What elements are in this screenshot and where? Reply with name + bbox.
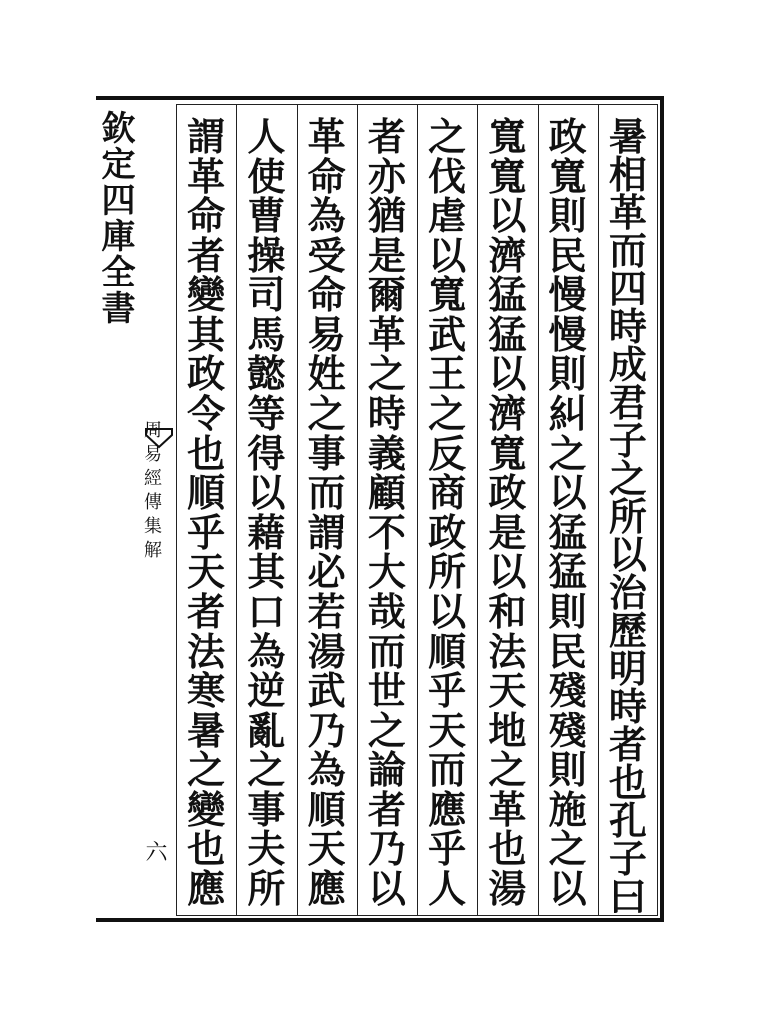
character: 施 [548, 786, 587, 832]
character: 之 [247, 747, 286, 793]
character: 令 [187, 391, 226, 437]
character: 馬 [247, 311, 286, 357]
character: 則 [548, 747, 587, 793]
character: 變 [187, 786, 226, 832]
character: 是 [488, 509, 527, 555]
character: 其 [187, 311, 226, 357]
character: 受 [307, 232, 346, 278]
character: 所 [608, 494, 647, 539]
character: 寬 [488, 153, 527, 199]
character: 操 [247, 232, 286, 278]
character: 反 [428, 430, 467, 476]
character: 為 [247, 628, 286, 674]
character: 子 [608, 418, 647, 463]
character: 政 [548, 114, 587, 159]
character: 猶 [367, 193, 406, 239]
character: 以 [608, 532, 647, 577]
character: 之 [307, 391, 346, 437]
character: 時 [367, 391, 406, 437]
character: 寬 [488, 430, 527, 476]
character: 也 [187, 826, 226, 872]
margin-page-number: 六 [142, 840, 167, 862]
character: 亂 [247, 707, 286, 753]
character: 君 [608, 380, 647, 425]
character: 法 [488, 628, 527, 674]
character: 歷 [608, 608, 647, 653]
character: 也 [608, 760, 647, 805]
character: 是 [367, 232, 406, 278]
character: 之 [608, 456, 647, 501]
character: 而 [307, 470, 346, 516]
character: 為 [307, 193, 346, 239]
character: 世 [367, 668, 406, 714]
character: 商 [428, 470, 467, 516]
character: 民 [548, 628, 587, 674]
character: 為 [307, 747, 346, 793]
character: 夫 [247, 826, 286, 872]
character: 伐 [428, 153, 467, 199]
character: 人 [247, 114, 286, 159]
page-margin [96, 100, 176, 920]
text-column [418, 114, 476, 911]
character: 事 [307, 430, 346, 476]
character: 司 [247, 272, 286, 318]
character: 事 [247, 786, 286, 832]
character: 必 [307, 549, 346, 595]
character: 而 [428, 747, 467, 793]
character: 則 [548, 588, 587, 634]
character: 四 [608, 266, 647, 311]
character: 地 [488, 707, 527, 753]
character: 者 [367, 114, 406, 159]
character: 之 [367, 351, 406, 397]
character: 以 [488, 351, 527, 397]
character: 藉 [247, 509, 286, 555]
character: 殘 [548, 668, 587, 714]
character: 乎 [428, 668, 467, 714]
character: 順 [187, 470, 226, 516]
character: 革 [187, 153, 226, 199]
character: 易 [307, 311, 346, 357]
character: 命 [307, 272, 346, 318]
margin-book-title: 周易經傳集解 [141, 420, 162, 564]
character: 武 [307, 668, 346, 714]
character: 相 [608, 152, 647, 197]
character: 湯 [307, 628, 346, 674]
character: 等 [247, 391, 286, 437]
character: 顧 [367, 470, 406, 516]
character: 政 [187, 351, 226, 397]
character: 暑 [187, 707, 226, 753]
character: 逆 [247, 668, 286, 714]
text-column [358, 114, 416, 911]
character: 寬 [548, 153, 587, 199]
character: 者 [608, 722, 647, 767]
character: 也 [187, 430, 226, 476]
character: 乎 [428, 826, 467, 872]
character: 以 [367, 865, 406, 911]
character: 謂 [187, 114, 226, 159]
character: 爾 [367, 272, 406, 318]
character: 順 [307, 786, 346, 832]
character: 得 [247, 430, 286, 476]
character: 之 [367, 707, 406, 753]
character: 法 [187, 628, 226, 674]
character: 姓 [307, 351, 346, 397]
character: 治 [608, 570, 647, 615]
character: 革 [488, 786, 527, 832]
character: 應 [428, 786, 467, 832]
character: 革 [367, 311, 406, 357]
character: 政 [488, 470, 527, 516]
character: 人 [428, 865, 467, 911]
character: 大 [367, 549, 406, 595]
character: 成 [608, 342, 647, 387]
character: 之 [548, 430, 587, 476]
character: 殘 [548, 707, 587, 753]
character: 革 [307, 114, 346, 159]
character: 乃 [307, 707, 346, 753]
character: 慢 [548, 272, 587, 318]
character: 猛 [548, 549, 587, 595]
character: 以 [488, 193, 527, 239]
character: 命 [187, 193, 226, 239]
character: 以 [247, 470, 286, 516]
character: 寬 [488, 114, 527, 159]
character: 湯 [488, 865, 527, 911]
text-column [599, 114, 657, 919]
character: 者 [187, 588, 226, 634]
text-column [177, 114, 235, 911]
character: 所 [428, 549, 467, 595]
character: 而 [608, 228, 647, 273]
character: 寒 [187, 668, 226, 714]
character: 之 [428, 391, 467, 437]
character: 命 [307, 153, 346, 199]
character: 也 [488, 826, 527, 872]
character: 之 [428, 114, 467, 159]
character: 應 [187, 865, 226, 911]
character: 以 [548, 865, 587, 911]
character: 猛 [488, 311, 527, 357]
character: 者 [187, 232, 226, 278]
character: 謂 [307, 509, 346, 555]
character: 革 [608, 190, 647, 235]
character: 時 [608, 684, 647, 729]
text-column [298, 114, 356, 911]
character: 王 [428, 351, 467, 397]
character: 以 [428, 588, 467, 634]
character: 所 [247, 865, 286, 911]
character: 猛 [548, 509, 587, 555]
text-column [237, 114, 295, 911]
character: 時 [608, 304, 647, 349]
character: 使 [247, 153, 286, 199]
character: 而 [367, 628, 406, 674]
character: 以 [548, 470, 587, 516]
character: 子 [608, 836, 647, 881]
character: 亦 [367, 153, 406, 199]
character: 懿 [247, 351, 286, 397]
character: 變 [187, 272, 226, 318]
character: 則 [548, 193, 587, 239]
character: 猛 [488, 272, 527, 318]
character: 武 [428, 311, 467, 357]
character: 天 [428, 707, 467, 753]
character: 乃 [367, 826, 406, 872]
character: 以 [428, 232, 467, 278]
character: 孔 [608, 798, 647, 843]
character: 政 [428, 509, 467, 555]
character: 之 [488, 747, 527, 793]
character: 若 [307, 588, 346, 634]
character: 和 [488, 588, 527, 634]
character: 曹 [247, 193, 286, 239]
character: 天 [187, 549, 226, 595]
character: 則 [548, 351, 587, 397]
character: 寬 [428, 272, 467, 318]
text-column [478, 114, 536, 911]
character: 慢 [548, 311, 587, 357]
character: 濟 [488, 391, 527, 437]
character: 暑 [608, 114, 647, 159]
character: 天 [488, 668, 527, 714]
character: 哉 [367, 588, 406, 634]
character: 濟 [488, 232, 527, 278]
text-column [539, 114, 597, 911]
character: 曰 [608, 874, 647, 919]
character: 以 [488, 549, 527, 595]
character: 之 [548, 826, 587, 872]
character: 應 [307, 865, 346, 911]
character: 口 [247, 588, 286, 634]
character: 義 [367, 430, 406, 476]
character: 乎 [187, 509, 226, 555]
character: 明 [608, 646, 647, 691]
margin-collection-title: 欽定四庫全書 [95, 110, 135, 326]
character: 不 [367, 509, 406, 555]
character: 天 [307, 826, 346, 872]
character: 其 [247, 549, 286, 595]
character: 者 [367, 786, 406, 832]
character: 順 [428, 628, 467, 674]
character: 之 [187, 747, 226, 793]
character: 民 [548, 232, 587, 278]
character: 虐 [428, 193, 467, 239]
character: 論 [367, 747, 406, 793]
character: 糾 [548, 391, 587, 437]
